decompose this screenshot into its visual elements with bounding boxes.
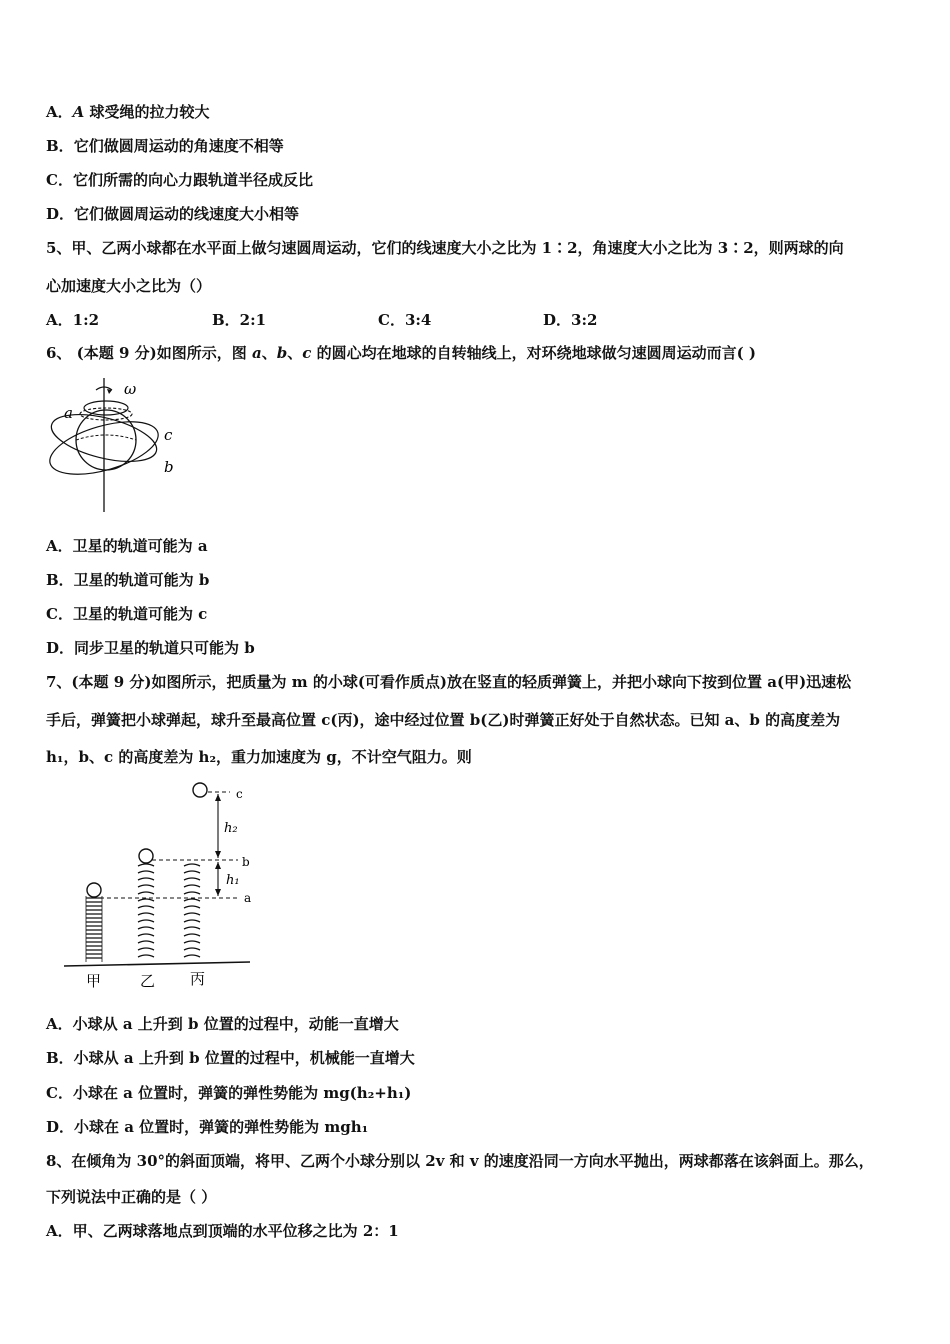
- q7-label-bing: 丙: [190, 970, 206, 988]
- q6-var-c: c: [302, 344, 312, 362]
- q6-option-c: C．卫星的轨道可能为 c: [46, 605, 208, 623]
- q6-option-b: B．卫星的轨道可能为 b: [46, 571, 210, 589]
- q7-spring-figure: [60, 776, 260, 994]
- q6-var-a: a: [251, 344, 262, 362]
- q6-option-d: D．同步卫星的轨道只可能为 b: [46, 639, 255, 657]
- q6-omega-label: ω: [124, 380, 137, 398]
- q5-stem-line1: 5、甲、乙两小球都在水平面上做匀速圆周运动，它们的线速度大小之比为 1∶2，角速度大小之比为 3∶2，则两球的向: [46, 239, 844, 257]
- q8-option-a: A．甲、乙两球落地点到顶端的水平位移之比为 2：1: [46, 1222, 399, 1240]
- q4-option-d: D．它们做圆周运动的线速度大小相等: [46, 205, 300, 223]
- q5-stem-line2: 心加速度大小之比为（）: [46, 277, 212, 295]
- q5-option-d: D．3:2: [543, 311, 598, 329]
- q6-label-c: c: [164, 426, 173, 444]
- q8-stem-line1: 8、在倾角为 30°的斜面顶端，将甲、乙两个小球分别以 2v 和 v 的速度沿同一方向水平抛出，两球都落在该斜面上。那么，: [46, 1152, 874, 1170]
- q7-option-b: B．小球从 a 上升到 b 位置的过程中，机械能一直增大: [46, 1049, 415, 1067]
- q7-label-a: a: [244, 891, 252, 905]
- q5-option-c: C．3:4: [378, 311, 432, 329]
- q7-label-jia: 甲: [86, 972, 102, 990]
- q6-label-b: b: [164, 458, 174, 476]
- q4-option-a: A．A 球受绳的拉力较大: [46, 103, 210, 121]
- q7-option-d: D．小球在 a 位置时，弹簧的弹性势能为 mgh₁: [46, 1118, 369, 1136]
- q4-option-a-italic: A: [72, 103, 85, 121]
- q6-stem: 6、 (本题 9 分)如图所示，图 a、b、c 的圆心均在地球的自转轴线上，对环绕地球做匀速圆周运动而言( ): [46, 344, 757, 362]
- q7-stem-line3: h₁，b、c 的高度差为 h₂，重力加速度为 g，不计空气阻力。则: [46, 748, 472, 766]
- q7-label-h2: h₂: [224, 821, 238, 836]
- q6-var-b: b: [276, 344, 288, 362]
- q5-option-a: A．1:2: [46, 311, 100, 329]
- q7-option-a: A．小球从 a 上升到 b 位置的过程中，动能一直增大: [46, 1015, 399, 1033]
- q6-option-a: A．卫星的轨道可能为 a: [46, 537, 208, 555]
- q6-orbit-figure: [46, 376, 186, 516]
- q5-option-b: B．2:1: [212, 311, 267, 329]
- q4-option-c: C．它们所需的向心力跟轨道半径成反比: [46, 171, 313, 189]
- q4-option-b: B．它们做圆周运动的角速度不相等: [46, 137, 284, 155]
- q7-label-c: c: [236, 787, 243, 801]
- q6-label-a: a: [64, 404, 73, 422]
- q7-option-c: C．小球在 a 位置时，弹簧的弹性势能为 mg(h₂+h₁): [46, 1084, 412, 1102]
- q7-label-b: b: [242, 855, 250, 869]
- q7-label-h1: h₁: [226, 873, 240, 888]
- q7-stem-line2: 手后，弹簧把小球弹起，球升至最高位置 c(丙)，途中经过位置 b(乙)时弹簧正好处于自然状态。已知 a、b 的高度差为: [46, 711, 841, 729]
- q7-label-yi: 乙: [140, 972, 156, 990]
- q7-stem-line1: 7、(本题 9 分)如图所示，把质量为 m 的小球(可看作质点)放在竖直的轻质弹簧上，并把小球向下按到位置 a(甲)迅速松: [46, 673, 852, 691]
- q8-stem-line2: 下列说法中正确的是（ ）: [46, 1188, 217, 1206]
